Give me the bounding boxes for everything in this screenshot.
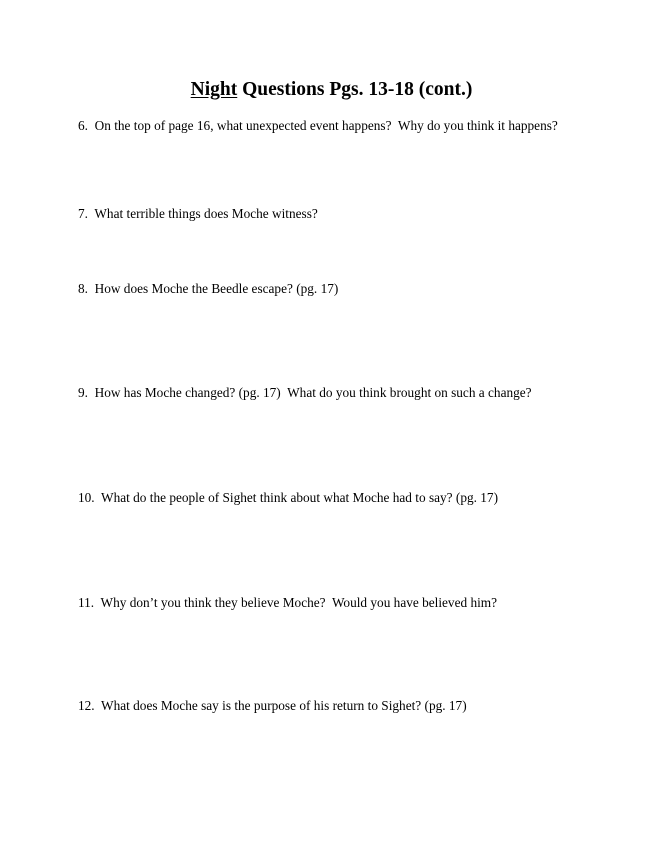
title-rest: Questions Pgs. 13-18 (cont.) bbox=[242, 79, 473, 100]
book-title: Night bbox=[190, 79, 238, 100]
question-7: 7. What terrible things does Moche witness? bbox=[78, 206, 318, 221]
question-9: 9. How has Moche changed? (pg. 17) What do you think brought on such a change? bbox=[78, 385, 532, 400]
question-12: 12. What does Moche say is the purpose of his return to Sighet? (pg. 17) bbox=[78, 698, 467, 713]
question-11: 11. Why don’t you think they believe Moche? Would you have believed him? bbox=[78, 595, 498, 610]
question-6: 6. On the top of page 16, what unexpected event happens? Why do you think it happens? bbox=[78, 118, 558, 133]
question-10: 10. What do the people of Sighet think about what Moche had to say? (pg. 17) bbox=[78, 490, 498, 505]
page-title bbox=[0, 78, 663, 102]
question-8: 8. How does Moche the Beedle escape? (pg. 17) bbox=[78, 281, 339, 296]
